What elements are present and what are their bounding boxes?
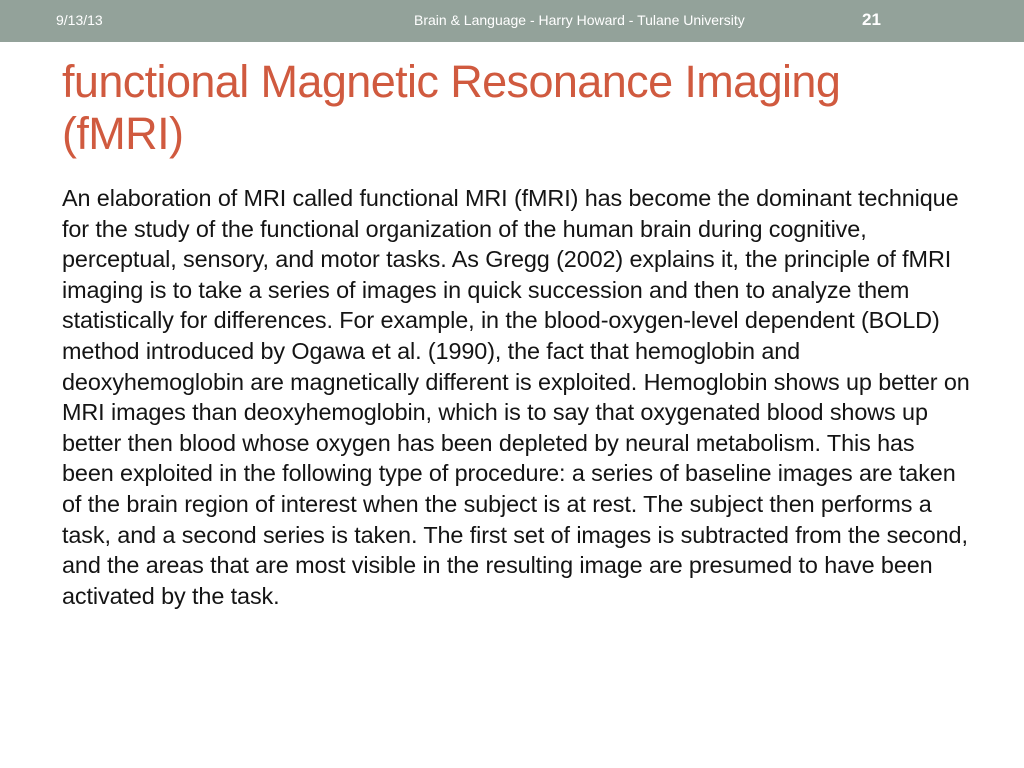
slide-date: 9/13/13 [56,12,103,28]
slide-body-text: An elaboration of MRI called functional MRI (fMRI) has become the dominant technique for the study of the functional organization of the human brain during cognitive, perceptual, sensory, and motor tasks. As Gregg (2002) explains it, the principle of fMRI imaging is to take a series of images in quick succession and then to analyze them statistically for differences. For example, in the blood-oxygen-level dependent (BOLD) method introduced by Ogawa et al. (1990), the fact that hemoglobin and deoxyhemoglobin are magnetically different is exploited. Hemoglobin shows up better on MRI images than deoxyhemoglobin, which is to say that oxygenated blood shows up better then blood whose oxygen has been depleted by neural metabolism. This has been exploited in the following type of procedure: a series of baseline images are taken of the brain region of interest when the subject is at rest. The subject then performs a task, and a second series is taken. The first set of images is subtracted from the second, and the areas that are most visible in the resulting image are presumed to have been activated by the task. [62,185,970,609]
header-bar [0,0,1024,42]
slide-title: functional Magnetic Resonance Imaging (fMRI) [62,56,841,159]
slide-number: 21 [862,10,881,29]
slide-footer-text: Brain & Language - Harry Howard - Tulane University [414,12,745,28]
